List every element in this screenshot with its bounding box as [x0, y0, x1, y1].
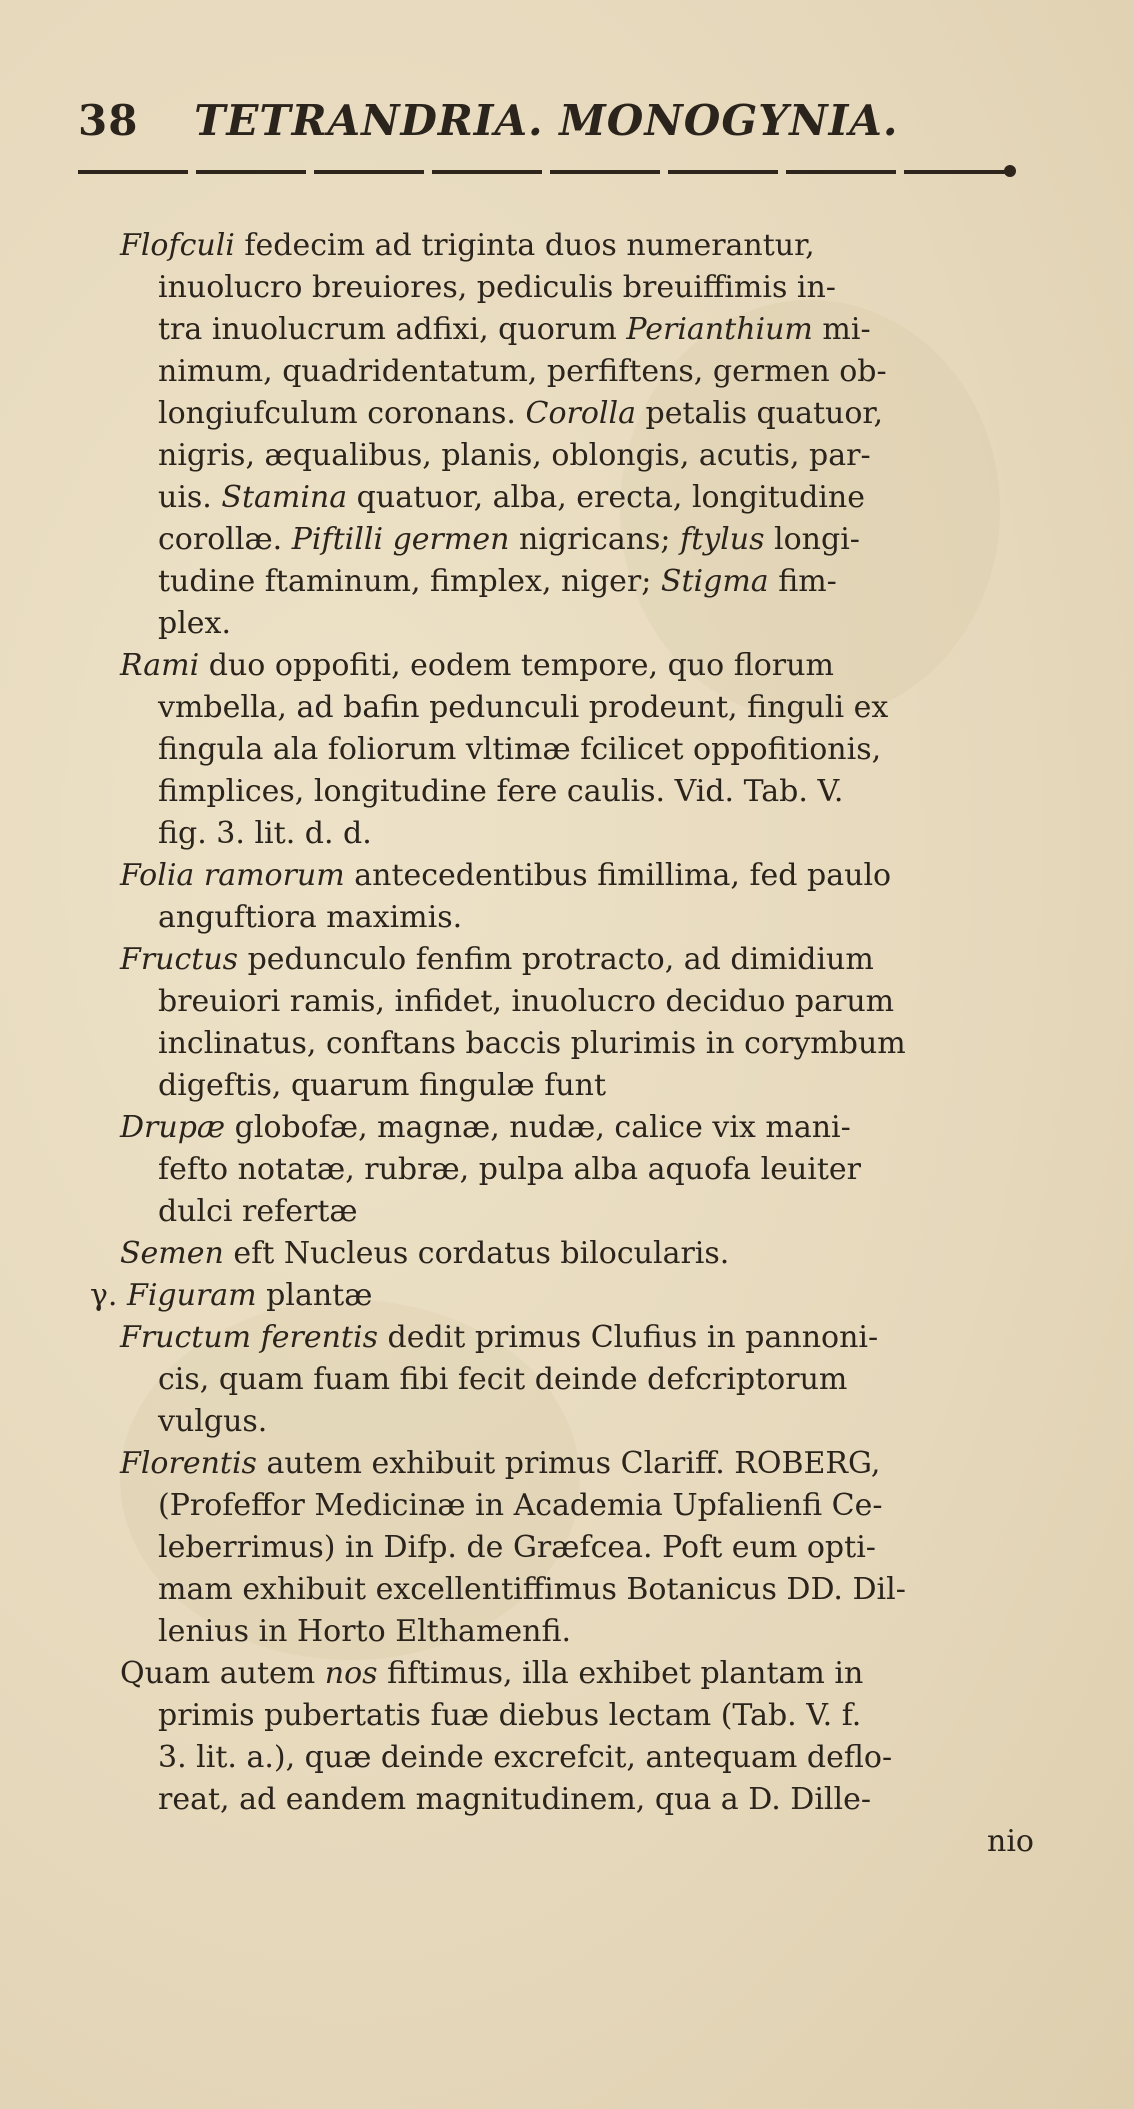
text-segment: γ.	[90, 1278, 128, 1313]
text-line	[0, 1695, 1134, 1737]
text-line	[0, 267, 1134, 309]
text-line	[0, 1485, 1134, 1527]
text-line	[0, 1275, 1134, 1317]
italic-term: Rami	[120, 648, 200, 683]
text-lines	[0, 225, 1134, 1821]
text-line	[0, 351, 1134, 393]
text-line	[0, 939, 1134, 981]
text-segment: cis, quam fuam fibi fecit deinde defcriptorum	[158, 1362, 848, 1397]
text-line	[0, 1065, 1134, 1107]
text-segment: (Profeffor Medicinæ in Academia Upfalienfi Ce-	[158, 1488, 883, 1523]
text-segment: duo oppofiti, eodem tempore, quo florum	[199, 648, 834, 683]
text-line	[0, 687, 1134, 729]
text-segment: uis.	[158, 480, 222, 515]
text-line	[0, 435, 1134, 477]
text-segment: digeftis, quarum fingulæ funt	[158, 1068, 607, 1103]
italic-term: nos	[324, 1656, 378, 1691]
italic-term: Stigma	[660, 564, 769, 599]
header-rule-ornament	[1004, 165, 1016, 177]
italic-term: Fructum ferentis	[120, 1320, 378, 1355]
running-title: TETRANDRIA. MONOGYNIA.	[194, 96, 899, 145]
italic-term: Corolla	[525, 396, 636, 431]
text-segment: reat, ad eandem magnitudinem, qua a D. Dille-	[158, 1782, 872, 1817]
running-header	[78, 96, 1018, 156]
text-line	[0, 1023, 1134, 1065]
text-line	[0, 477, 1134, 519]
italic-term: Flofculi	[120, 228, 235, 263]
text-line	[0, 1611, 1134, 1653]
text-segment: nimum, quadridentatum, perfiftens, germen ob-	[158, 354, 887, 389]
text-segment: plex.	[158, 606, 232, 641]
text-segment: eft Nucleus cordatus bilocularis.	[223, 1236, 730, 1271]
text-line	[0, 1149, 1134, 1191]
text-line	[0, 603, 1134, 645]
text-segment: leberrimus) in Difp. de Græfcea. Poft eum opti-	[158, 1530, 876, 1565]
text-segment: primis pubertatis fuæ diebus lectam (Tab. V. f.	[158, 1698, 862, 1733]
text-segment: corollæ.	[158, 522, 292, 557]
text-line	[0, 561, 1134, 603]
text-segment: Quam autem	[120, 1656, 325, 1691]
text-segment: tra inuolucrum adfixi, quorum	[158, 312, 627, 347]
page-number: 38	[78, 96, 139, 145]
text-segment: fig. 3. lit. d. d.	[158, 816, 372, 851]
text-segment: longiufculum coronans.	[158, 396, 526, 431]
italic-term: Perianthium	[626, 312, 813, 347]
text-segment: 3. lit. a.), quæ deinde excrefcit, antequam deflo-	[158, 1740, 893, 1775]
text-segment: mam exhibuit excellentiffimus Botanicus DD. Dil-	[158, 1572, 906, 1607]
italic-term: Stamina	[221, 480, 348, 515]
text-line	[0, 645, 1134, 687]
text-line	[0, 729, 1134, 771]
text-line	[0, 1233, 1134, 1275]
text-segment: fingula ala foliorum vltimæ fcilicet oppofitionis,	[158, 732, 882, 767]
text-line	[0, 1107, 1134, 1149]
text-segment: fimplices, longitudine fere caulis. Vid. Tab. V.	[158, 774, 844, 809]
text-segment: quatuor, alba, erecta, longitudine	[347, 480, 865, 515]
text-segment: petalis quatuor,	[636, 396, 883, 431]
italic-term: Drupæ	[120, 1110, 226, 1145]
text-line	[0, 1737, 1134, 1779]
text-line	[0, 1569, 1134, 1611]
text-line	[0, 1317, 1134, 1359]
italic-term: Piftilli germen	[291, 522, 510, 557]
text-segment: longi-	[764, 522, 860, 557]
text-segment: pedunculo fenfim protracto, ad dimidium	[238, 942, 874, 977]
text-segment: inuolucro breuiores, pediculis breuiffimis in-	[158, 270, 836, 305]
text-line	[0, 1653, 1134, 1695]
text-line	[0, 855, 1134, 897]
text-segment: plantæ	[256, 1278, 373, 1313]
text-line	[0, 813, 1134, 855]
text-segment: fim-	[768, 564, 837, 599]
text-segment: dulci refertæ	[158, 1194, 358, 1229]
body-text	[0, 225, 1134, 1863]
text-segment: autem exhibuit primus Clariff. ROBERG,	[256, 1446, 881, 1481]
text-segment: vmbella, ad bafin pedunculi prodeunt, finguli ex	[158, 690, 889, 725]
text-line	[0, 309, 1134, 351]
text-line	[0, 1779, 1134, 1821]
text-segment: antecedentibus fimillima, fed paulo	[344, 858, 892, 893]
italic-term: Fructus	[120, 942, 239, 977]
text-segment: mi-	[812, 312, 871, 347]
text-segment: fefto notatæ, rubræ, pulpa alba aquofa leuiter	[158, 1152, 862, 1187]
italic-term: Folia ramorum	[120, 858, 345, 893]
text-line	[0, 1191, 1134, 1233]
text-line	[0, 897, 1134, 939]
text-segment: vulgus.	[158, 1404, 268, 1439]
text-line	[0, 1359, 1134, 1401]
header-rule	[78, 170, 1018, 174]
text-segment: tudine ftaminum, fimplex, niger;	[158, 564, 661, 599]
text-segment: dedit primus Clufius in pannoni-	[377, 1320, 879, 1355]
text-line	[0, 771, 1134, 813]
text-segment: globofæ, magnæ, nudæ, calice vix mani-	[225, 1110, 851, 1145]
text-segment: nigris, æqualibus, planis, oblongis, acutis, par-	[158, 438, 871, 473]
text-line	[0, 519, 1134, 561]
text-line	[0, 1443, 1134, 1485]
text-line	[0, 393, 1134, 435]
italic-term: Florentis	[120, 1446, 257, 1481]
text-segment: breuiori ramis, infidet, inuolucro deciduo parum	[158, 984, 895, 1019]
text-segment: fedecim ad triginta duos numerantur,	[234, 228, 815, 263]
italic-term: Semen	[120, 1236, 224, 1271]
text-segment: lenius in Horto Elthamenfi.	[158, 1614, 572, 1649]
text-line	[0, 981, 1134, 1023]
text-segment: anguftiora maximis.	[158, 900, 463, 935]
italic-term: Figuram	[127, 1278, 257, 1313]
text-line	[0, 1401, 1134, 1443]
text-line	[0, 225, 1134, 267]
catchword: nio	[987, 1824, 1034, 1859]
text-line	[0, 1527, 1134, 1569]
text-segment: inclinatus, conftans baccis plurimis in corymbum	[158, 1026, 906, 1061]
text-segment: nigricans;	[509, 522, 681, 557]
italic-term: ftylus	[680, 522, 765, 557]
text-segment: fiftimus, illa exhibet plantam in	[377, 1656, 864, 1691]
